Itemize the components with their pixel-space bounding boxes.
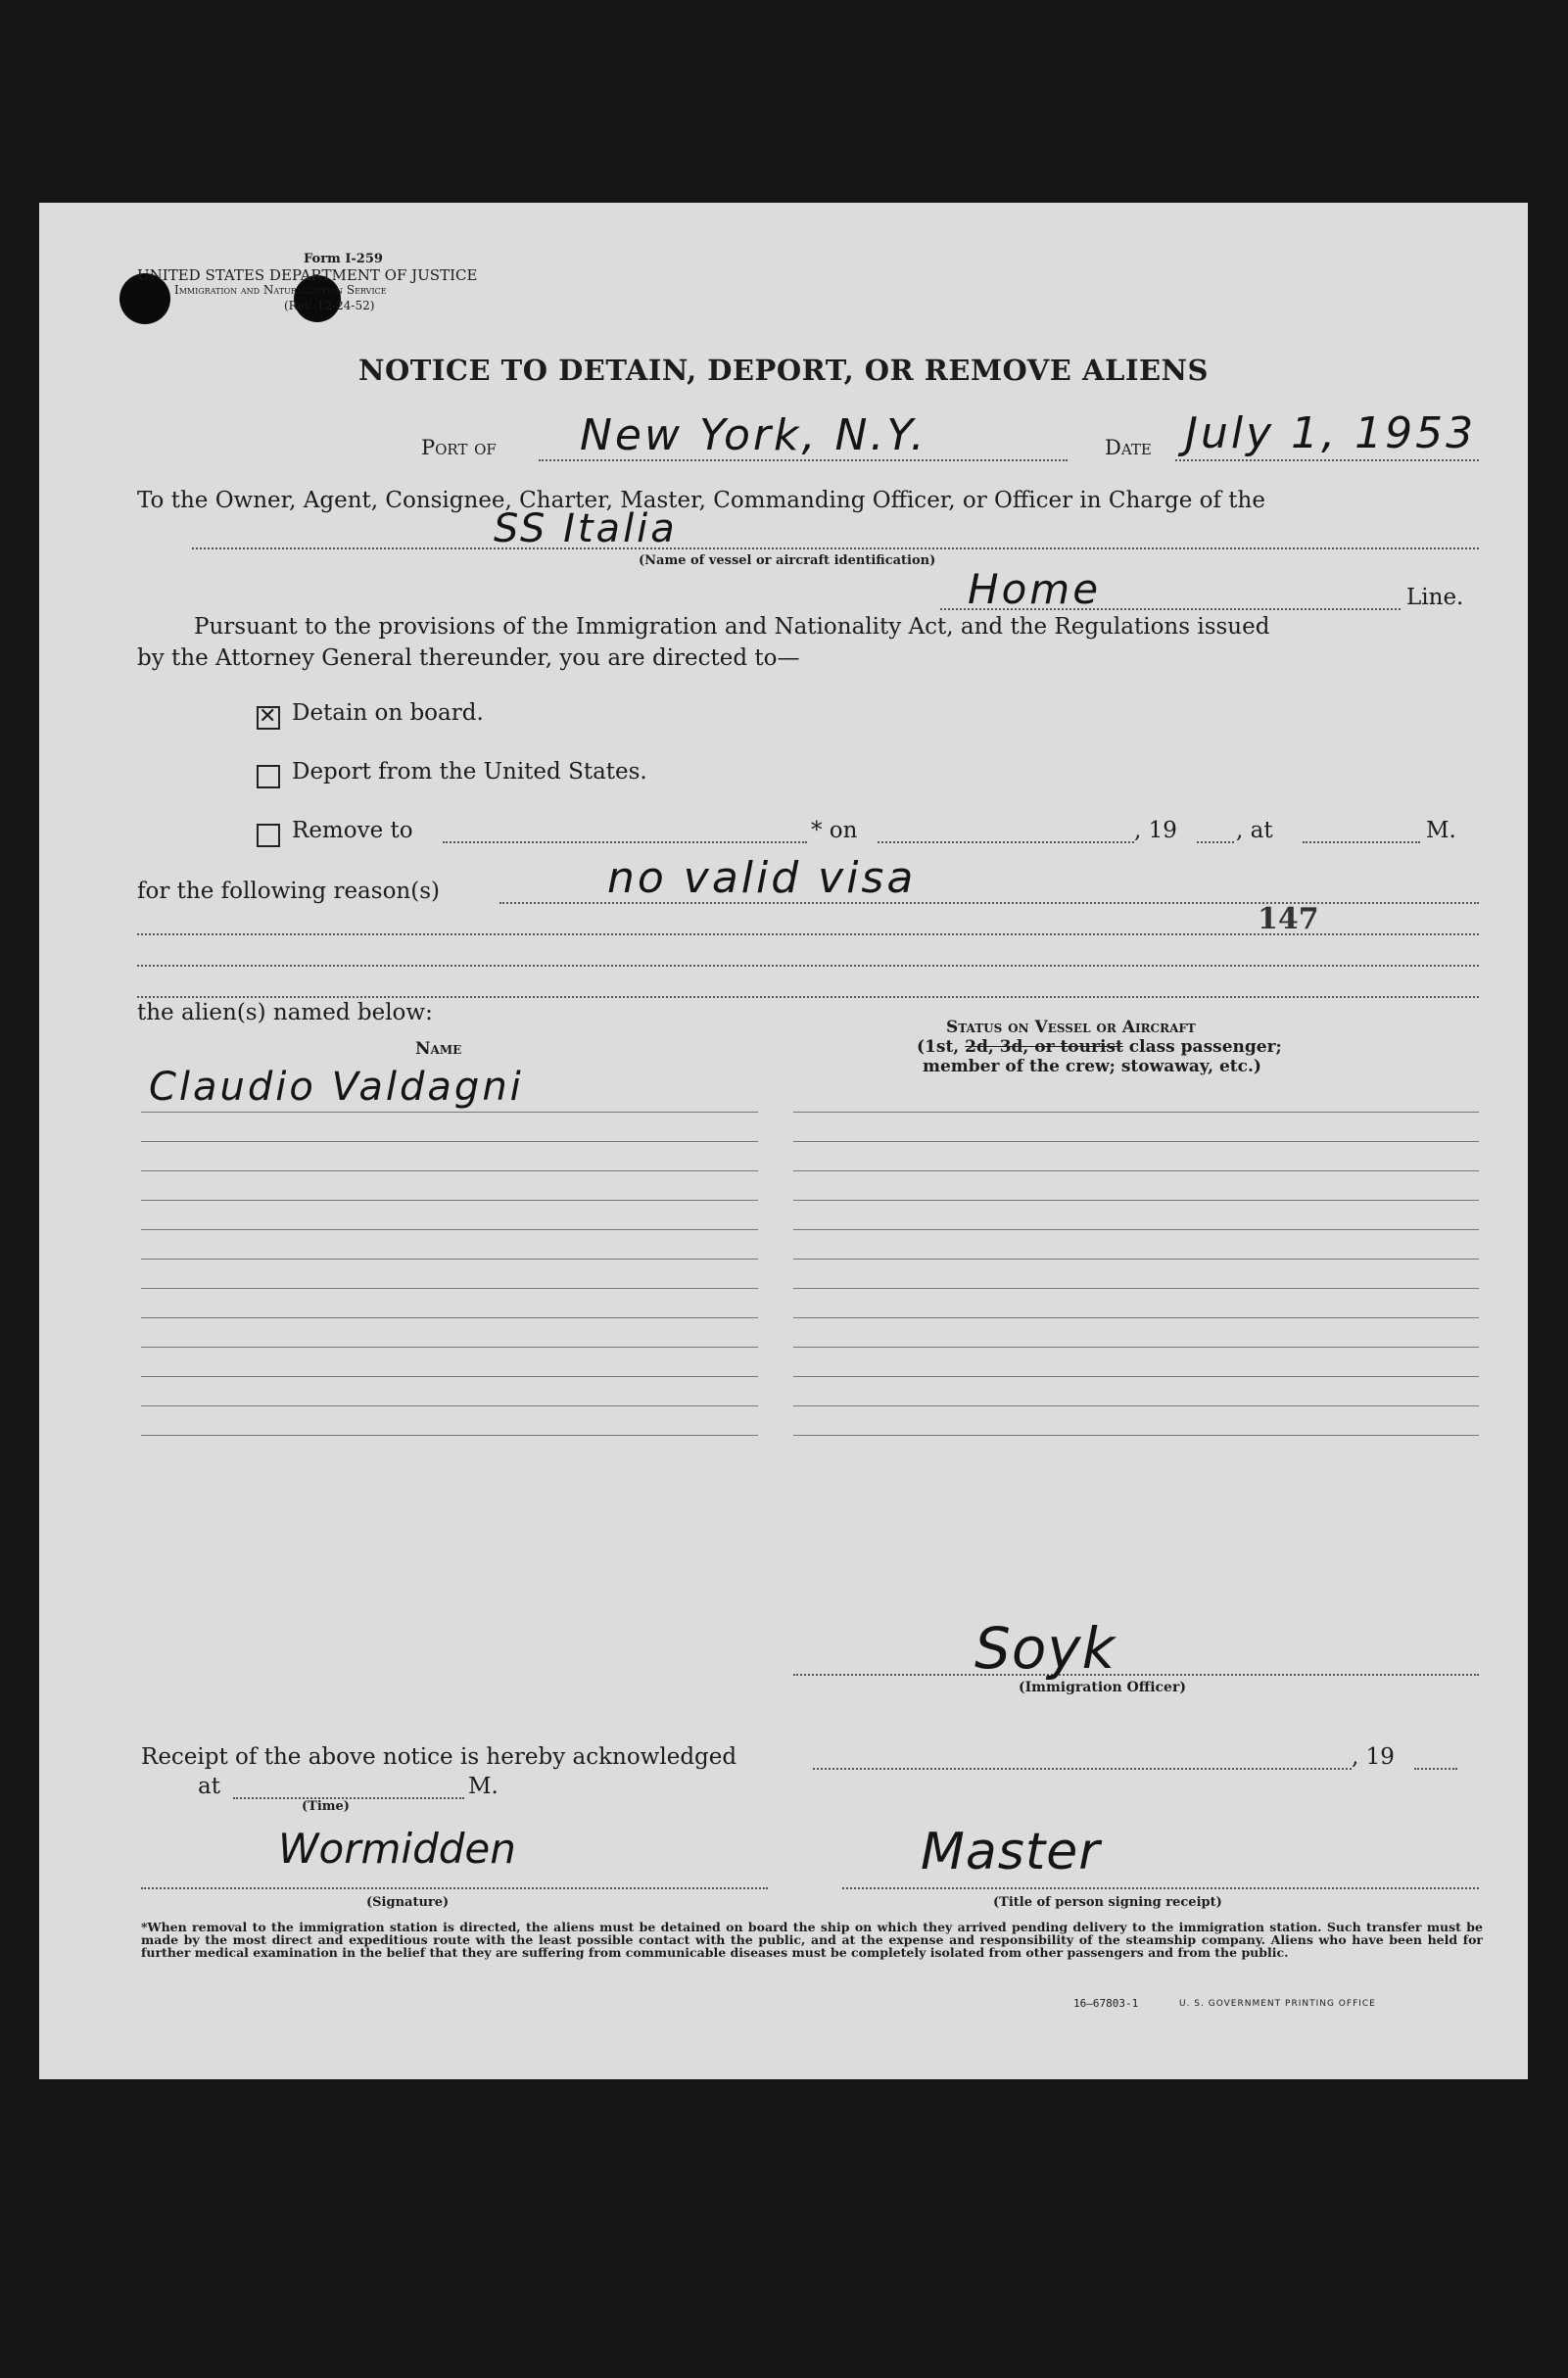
status-header-3: member of the crew; stowaway, etc.) [923,1057,1261,1076]
status-row-line[interactable] [793,1405,1479,1406]
reasons-line-3 [137,965,1479,967]
reasons-line-4 [137,996,1479,998]
name-row-line[interactable] [141,1170,758,1171]
name-row-line[interactable] [141,1405,758,1406]
status-row-line[interactable] [793,1317,1479,1318]
form-sheet [39,203,1528,2079]
name-column-header: Name [415,1039,462,1059]
status-row-line[interactable] [793,1288,1479,1289]
receipt-text: Receipt of the above notice is hereby acknowledged [141,1744,737,1770]
name-row-line[interactable] [141,1229,758,1230]
revision-date: (Rev. 12-24-52) [284,299,375,312]
port-value[interactable]: New York, N.Y. [580,410,927,460]
receipt-year-field[interactable] [1414,1768,1457,1770]
officer-caption: (Immigration Officer) [1019,1680,1186,1695]
remove-on-label: * on [811,818,858,843]
reason-code: 147 [1258,902,1319,936]
form-title: NOTICE TO DETAIN, DEPORT, OR REMOVE ALIENS [357,354,1210,387]
date-value[interactable]: July 1, 1953 [1185,408,1477,458]
printer-office: U. S. GOVERNMENT PRINTING OFFICE [1179,1999,1376,2009]
status-row-line[interactable] [793,1229,1479,1230]
receipt-at-label: at [198,1774,220,1799]
receipt-date-field[interactable] [813,1768,1352,1770]
deport-checkbox[interactable] [257,765,280,788]
officer-signature-line [793,1674,1479,1676]
form-number: Form I-259 [304,252,383,266]
receipt-title-line [842,1887,1479,1889]
receipt-signature[interactable]: Wormidden [278,1825,516,1873]
vessel-caption: (Name of vessel or aircraft identification) [639,553,936,568]
deport-label: Deport from the United States. [292,759,647,785]
officer-signature[interactable]: Soyk [974,1615,1117,1682]
remove-destination-field[interactable] [443,841,807,843]
name-row-line[interactable] [141,1141,758,1142]
detain-label: Detain on board. [292,700,484,726]
reasons-value[interactable]: no valid visa [607,853,917,903]
printer-code: 16—67803-1 [1073,1997,1139,2010]
receipt-year-label: , 19 [1352,1744,1395,1770]
title-caption: (Title of person signing receipt) [993,1895,1222,1910]
detain-checkbox[interactable] [257,706,280,730]
footnote: *When removal to the immigration station is directed, the aliens must be detained on board the ship on which they arrived pending delivery to the immigration station. Such transfer must be made by the most direct and expeditious route with the least possible contact with the public, and at the expense and responsibility of the steamship company. Aliens who have been held for further medical examination in the belief that they are suffering from communicable diseases must be completely isolated from other passengers and from the public. [141,1920,1483,1960]
shipping-line-value[interactable]: Home [968,565,1102,613]
reasons-label: for the following reason(s) [137,879,440,904]
status-header-2 [917,1037,1282,1057]
receipt-signature-line [141,1887,768,1889]
name-row-line[interactable] [141,1200,758,1201]
remove-checkbox[interactable] [257,824,280,847]
status-row-line[interactable] [793,1112,1479,1113]
date-label: Date [1105,436,1152,459]
aliens-label: the alien(s) named below: [137,1000,433,1025]
signature-caption: (Signature) [366,1895,450,1910]
remove-m-label: M. [1426,818,1456,843]
pursuant-text-1: Pursuant to the provisions of the Immigration and Nationality Act, and the Regulations issued [194,614,1270,640]
vessel-line [192,547,1479,549]
remove-year-label: , 19 [1134,818,1177,843]
status-row-line[interactable] [793,1200,1479,1201]
name-row-line[interactable] [141,1288,758,1289]
agency-name: UNITED STATES DEPARTMENT OF JUSTICE [137,266,478,284]
status-row-line[interactable] [793,1259,1479,1260]
name-row-line[interactable] [141,1317,758,1318]
receipt-m-label: M. [468,1774,499,1799]
receipt-title-value[interactable]: Master [921,1823,1101,1881]
status-row-line[interactable] [793,1170,1479,1171]
name-row-line[interactable] [141,1376,758,1377]
alien-name-1[interactable]: Claudio Valdagni [149,1065,524,1110]
name-row-line[interactable] [141,1259,758,1260]
remove-time-field[interactable] [1303,841,1420,843]
vessel-value[interactable]: SS Italia [494,506,678,551]
name-row-line[interactable] [141,1347,758,1348]
remove-at-label: , at [1236,818,1273,843]
line-label: Line. [1406,585,1464,610]
status-header-1: Status on Vessel or Aircraft [946,1018,1196,1037]
status-row-line[interactable] [793,1435,1479,1436]
name-row-line[interactable] [141,1435,758,1436]
time-caption: (Time) [302,1799,350,1814]
addressee-text: To the Owner, Agent, Consignee, Charter, Master, Commanding Officer, or Officer in Charge of the [137,488,1265,513]
status-header-prefix: (1st, [917,1037,960,1057]
port-label: Port of [421,436,497,459]
status-header-suffix: class passenger; [1128,1037,1282,1057]
remove-date-field[interactable] [878,841,1134,843]
remove-label: Remove to [292,818,413,843]
remove-year-field[interactable] [1197,841,1234,843]
date-line [1175,459,1479,461]
agency-service: Immigration and Naturalization Service [174,283,387,297]
name-row-line[interactable] [141,1112,758,1113]
pursuant-text-2: by the Attorney General thereunder, you are directed to— [137,645,800,671]
status-row-line[interactable] [793,1347,1479,1348]
status-row-line[interactable] [793,1141,1479,1142]
status-header-struck: 2d, 3d, or tourist [965,1037,1123,1057]
status-row-line[interactable] [793,1376,1479,1377]
